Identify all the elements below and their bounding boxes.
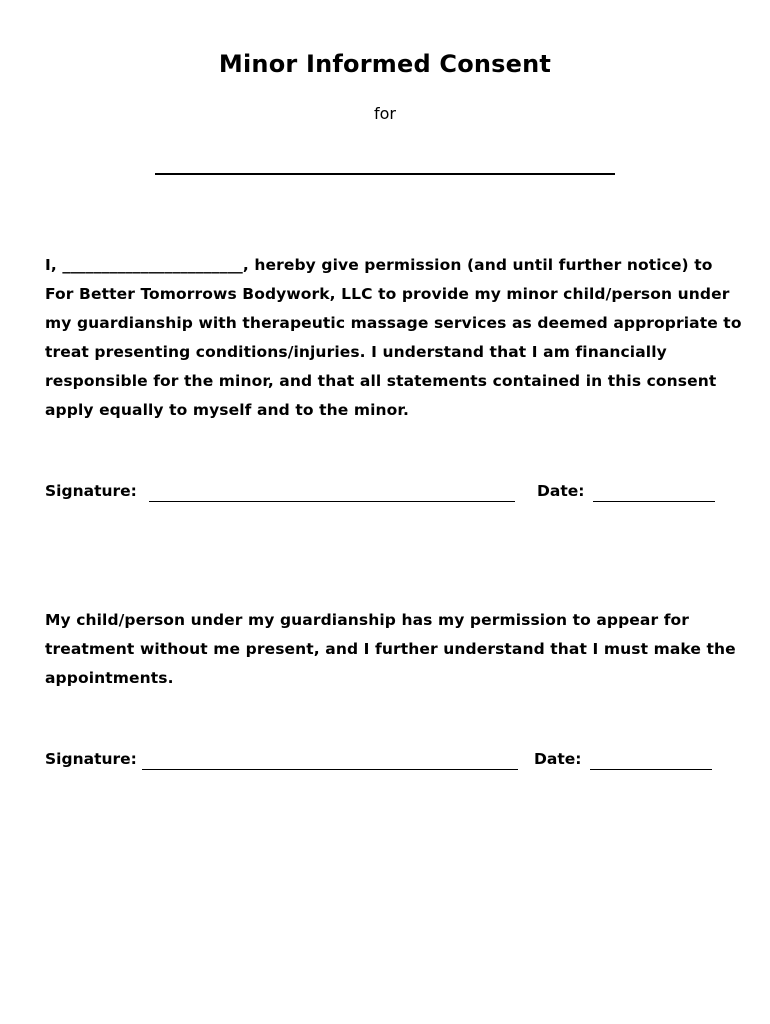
permission-paragraph: I, _______________________, hereby give permission (and until further notice) to For Better Tomorrows Bodywork, LLC to provide my minor child/person under my guardianship with therapeutic massage services as deemed appropriate to treat presenting conditions/injuries. I understand that I am financially responsible for the minor, and that all statements contained in this consent apply equally to myself and to the minor.	[45, 256, 742, 419]
signature-block-1	[45, 482, 725, 506]
date-label: Date:	[534, 750, 582, 768]
unaccompanied-treatment-paragraph: My child/person under my guardianship has my permission to appear for treatment without me present, and I further understand that I must make the appointments.	[45, 611, 736, 687]
signature-line[interactable]	[149, 501, 515, 502]
date-line[interactable]	[593, 501, 715, 502]
date-label: Date:	[537, 482, 585, 500]
date-line[interactable]	[590, 769, 712, 770]
page-subtitle: for	[374, 104, 396, 123]
signature-label: Signature:	[45, 482, 137, 500]
signature-label: Signature:	[45, 750, 137, 768]
page-title: Minor Informed Consent	[218, 50, 552, 78]
signature-line[interactable]	[142, 769, 518, 770]
subject-name-line[interactable]	[155, 173, 615, 175]
signature-block-2	[45, 750, 725, 774]
